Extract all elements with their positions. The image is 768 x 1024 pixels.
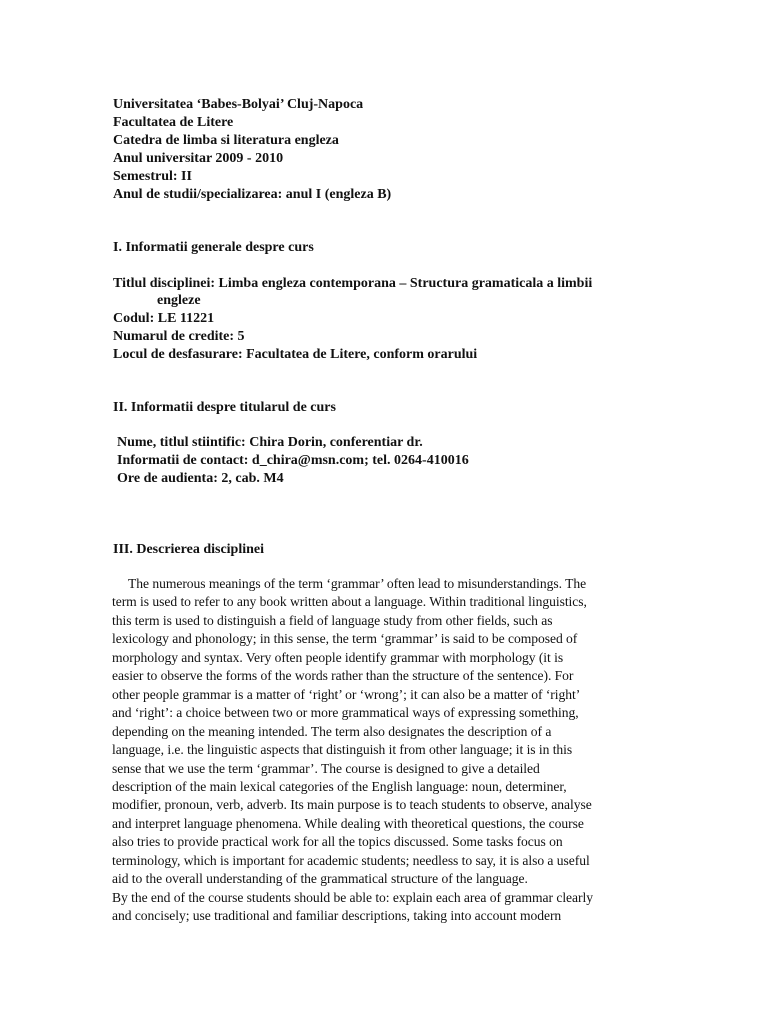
department-line: Catedra de limba si literatura engleza [113, 133, 339, 148]
paragraph-line: and concisely; use traditional and familiar descriptions, taking into account modern [112, 908, 562, 924]
location-line: Locul de desfasurare: Facultatea de Litere, conform orarului [113, 347, 478, 362]
credits-line: Numarul de credite: 5 [113, 329, 245, 344]
paragraph-line: aid to the overall understanding of the grammatical structure of the language. [112, 871, 528, 887]
semester-line: Semestrul: II [113, 169, 192, 184]
paragraph-line: and ‘right’: a choice between two or more grammatical ways of expressing something, [112, 705, 579, 721]
course-title-continuation: engleze [157, 293, 201, 308]
paragraph-line: sense that we use the term ‘grammar’. The course is designed to give a detailed [112, 760, 540, 776]
paragraph-line: morphology and syntax. Very often people identify grammar with morphology (it is [112, 649, 564, 665]
instructor-name-line: Nume, titlul stiintific: Chira Dorin, conferentiar dr. [117, 435, 423, 450]
paragraph-line: term is used to refer to any book written about a language. Within traditional linguistics, [112, 594, 587, 610]
paragraph-line: description of the main lexical categories of the English language: noun, determiner, [112, 778, 567, 794]
paragraph-line: other people grammar is a matter of ‘right’ or ‘wrong’; it can also be a matter of ‘right’ [112, 686, 581, 702]
university-line: Universitatea ‘Babes-Bolyai’ Cluj-Napoca [113, 97, 364, 112]
office-hours-line: Ore de audienta: 2, cab. M4 [117, 471, 284, 486]
section-3-heading: III. Descrierea disciplinei [113, 542, 265, 557]
paragraph-line: By the end of the course students should be able to: explain each area of grammar clearly [112, 889, 593, 905]
paragraph-line: also tries to provide practical work for all the topics discussed. Some tasks focus on [112, 834, 563, 850]
section-2-heading: II. Informatii despre titularul de curs [113, 400, 336, 415]
paragraph-line: easier to observe the forms of the words rather than the structure of the sentence). For [112, 668, 574, 684]
paragraph-line: modifier, pronoun, verb, adverb. Its main purpose is to teach students to observe, analyse [112, 797, 592, 813]
course-code-line: Codul: LE 11221 [113, 311, 215, 326]
paragraph-line: lexicology and phonology; in this sense, the term ‘grammar’ is said to be composed of [112, 631, 578, 647]
study-year-line: Anul de studii/specializarea: anul I (engleza B) [113, 187, 392, 202]
paragraph-line: The numerous meanings of the term ‘grammar’ often lead to misunderstandings. The [128, 576, 587, 591]
course-description-paragraph [112, 575, 657, 926]
paragraph-line: and interpret language phenomena. While dealing with theoretical questions, the course [112, 815, 584, 831]
paragraph-line: this term is used to distinguish a field of language study from other fields, such as [112, 612, 553, 628]
academic-year-line: Anul universitar 2009 - 2010 [113, 151, 284, 166]
course-title-line: Titlul disciplinei: Limba engleza contemporana – Structura gramaticala a limbii [113, 276, 593, 291]
section-1-heading: I. Informatii generale despre curs [113, 240, 314, 255]
contact-line: Informatii de contact: d_chira@msn.com; tel. 0264-410016 [117, 453, 469, 468]
paragraph-line: terminology, which is important for academic students; needless to say, it is also a useful [112, 852, 590, 868]
paragraph-line: depending on the meaning intended. The term also designates the description of a [112, 723, 552, 739]
paragraph-line: language, i.e. the linguistic aspects that distinguish it from other language; it is in this [112, 742, 573, 758]
faculty-line: Facultatea de Litere [113, 115, 234, 130]
